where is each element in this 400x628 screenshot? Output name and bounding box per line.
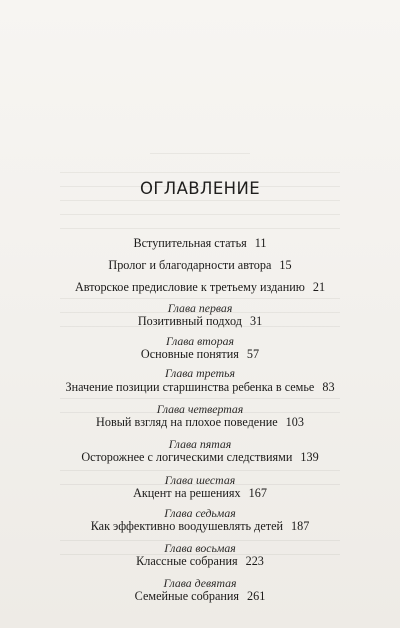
entry-page: 11 (254, 236, 267, 250)
entry-title: Классные собрания (136, 554, 238, 568)
entry-title: Новый взгляд на плохое поведение (96, 415, 278, 429)
toc-entry[interactable] (0, 554, 400, 568)
toc-heading: ОГЛАВЛЕНИЕ (139, 179, 261, 198)
entry-page: 223 (245, 554, 264, 568)
toc-entry[interactable] (0, 415, 400, 429)
toc-entry[interactable] (0, 236, 400, 250)
entry-page: 261 (247, 589, 266, 603)
toc-entry[interactable] (0, 347, 400, 361)
chapter-label: Глава восьмая (164, 541, 236, 555)
entry-title: Позитивный подход (137, 314, 242, 328)
toc-entry[interactable] (0, 258, 400, 272)
toc-entry[interactable] (0, 450, 400, 464)
entry-title: Осторожнее с логическими следствиями (81, 450, 293, 464)
chapter-label: Глава девятая (163, 576, 237, 590)
entry-title: Вступительная статья (133, 236, 247, 250)
toc-entry[interactable] (0, 589, 400, 603)
entry-title: Авторское предисловие к третьему изданию (74, 280, 305, 294)
chapter-label: Глава седьмая (164, 506, 236, 520)
entry-title: Основные понятия (140, 347, 239, 361)
toc-entry[interactable] (0, 519, 400, 533)
chapter-label: Глава пятая (168, 437, 232, 451)
chapter-label: Глава первая (167, 301, 233, 315)
toc-entry[interactable] (0, 380, 400, 394)
entry-page: 139 (300, 450, 319, 464)
toc-entry[interactable] (0, 486, 400, 500)
entry-page: 187 (291, 519, 310, 533)
entry-page: 21 (312, 280, 326, 294)
toc-entry[interactable] (0, 280, 400, 294)
entry-title: Как эффективно воодушевлять детей (90, 519, 284, 533)
chapter-label: Глава четвертая (156, 402, 244, 416)
entry-page: 103 (285, 415, 304, 429)
entry-page: 31 (249, 314, 263, 328)
entry-title: Пролог и благодарности автора (108, 258, 272, 272)
entry-page: 15 (279, 258, 292, 272)
chapter-label: Глава третья (164, 366, 236, 380)
entry-page: 57 (246, 347, 260, 361)
entry-page: 167 (248, 486, 267, 500)
entry-title: Акцент на решениях (133, 486, 241, 500)
chapter-label: Глава шестая (164, 473, 236, 487)
chapter-label: Глава вторая (166, 334, 234, 348)
entry-title: Семейные собрания (134, 589, 240, 603)
toc-entry[interactable] (0, 314, 400, 328)
entry-title: Значение позиции старшинства ребенка в семье (65, 380, 315, 394)
entry-page: 83 (322, 380, 335, 394)
